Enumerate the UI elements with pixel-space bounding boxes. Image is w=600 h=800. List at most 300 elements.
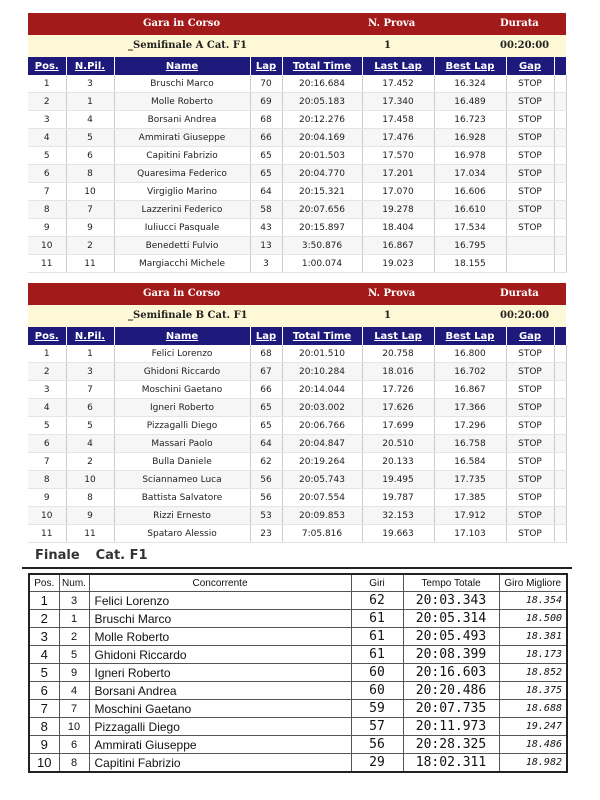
cell-gap: STOP bbox=[506, 489, 554, 507]
cell-pilot-number: 3 bbox=[66, 75, 114, 93]
cell-lap: 65 bbox=[250, 165, 282, 183]
finale-title: Finale bbox=[35, 548, 80, 563]
col-header-spacer bbox=[554, 57, 566, 75]
cell-giri: 60 bbox=[351, 664, 403, 682]
gara-label: Gara in Corso bbox=[143, 18, 220, 29]
cell-best-lap: 17.366 bbox=[434, 399, 506, 417]
cell-total-time: 20:04.169 bbox=[282, 129, 362, 147]
cell-gap: STOP bbox=[506, 345, 554, 363]
cell-lap: 64 bbox=[250, 183, 282, 201]
cell-best-lap: 17.034 bbox=[434, 165, 506, 183]
cell-spacer bbox=[554, 147, 566, 165]
cell-total-time: 20:16.684 bbox=[282, 75, 362, 93]
cell-pilot-number: 10 bbox=[66, 471, 114, 489]
cell-lap: 56 bbox=[250, 489, 282, 507]
cell-tempo-totale: 20:03.343 bbox=[403, 592, 499, 610]
table-row bbox=[29, 628, 567, 646]
cell-gap: STOP bbox=[506, 417, 554, 435]
cell-pos: 5 bbox=[28, 147, 66, 165]
cell-last-lap: 17.570 bbox=[362, 147, 434, 165]
cell-num: 8 bbox=[59, 754, 89, 773]
cell-pos: 7 bbox=[28, 183, 66, 201]
cell-total-time: 20:07.554 bbox=[282, 489, 362, 507]
table-row bbox=[28, 93, 566, 111]
cell-giri: 62 bbox=[351, 592, 403, 610]
cell-gap: STOP bbox=[506, 471, 554, 489]
cell-pos: 2 bbox=[28, 93, 66, 111]
cell-pos: 1 bbox=[29, 592, 59, 610]
semifinal-a-table bbox=[28, 57, 567, 273]
cell-spacer bbox=[554, 93, 566, 111]
col-header-total-time[interactable]: Total Time bbox=[282, 327, 362, 345]
table-row bbox=[28, 237, 566, 255]
table-row bbox=[28, 507, 566, 525]
cell-name: Lazzerini Federico bbox=[114, 201, 250, 219]
cell-pilot-number: 11 bbox=[66, 525, 114, 543]
cell-total-time: 20:19.264 bbox=[282, 453, 362, 471]
table-row bbox=[29, 682, 567, 700]
cell-total-time: 20:03.002 bbox=[282, 399, 362, 417]
col-header-pos[interactable]: Pos. bbox=[28, 57, 66, 75]
cell-lap: 68 bbox=[250, 111, 282, 129]
cell-pos: 7 bbox=[28, 453, 66, 471]
cell-total-time: 20:15.321 bbox=[282, 183, 362, 201]
table-row bbox=[29, 700, 567, 718]
cell-gap: STOP bbox=[506, 147, 554, 165]
cell-pos: 11 bbox=[28, 525, 66, 543]
cell-gap: STOP bbox=[506, 75, 554, 93]
table-row bbox=[29, 610, 567, 628]
cell-best-lap: 16.795 bbox=[434, 237, 506, 255]
cell-num: 4 bbox=[59, 682, 89, 700]
cell-pilot-number: 7 bbox=[66, 381, 114, 399]
cell-total-time: 20:14.044 bbox=[282, 381, 362, 399]
cell-giro-migliore: 18.381 bbox=[499, 628, 567, 646]
cell-best-lap: 17.534 bbox=[434, 219, 506, 237]
cell-pos: 8 bbox=[28, 471, 66, 489]
cell-name: Virgiglio Marino bbox=[114, 183, 250, 201]
cell-tempo-totale: 20:11.973 bbox=[403, 718, 499, 736]
col-header-best-lap[interactable]: Best Lap bbox=[434, 57, 506, 75]
cell-pos: 10 bbox=[28, 237, 66, 255]
col-header-num: Num. bbox=[59, 574, 89, 592]
cell-pos: 9 bbox=[28, 489, 66, 507]
cell-tempo-totale: 20:28.325 bbox=[403, 736, 499, 754]
cell-pos: 2 bbox=[29, 610, 59, 628]
cell-last-lap: 17.476 bbox=[362, 129, 434, 147]
table-row bbox=[28, 525, 566, 543]
cell-spacer bbox=[554, 381, 566, 399]
cell-pos: 1 bbox=[28, 345, 66, 363]
cell-last-lap: 17.201 bbox=[362, 165, 434, 183]
table-row bbox=[29, 646, 567, 664]
cell-best-lap: 17.103 bbox=[434, 525, 506, 543]
cell-num: 2 bbox=[59, 628, 89, 646]
cell-best-lap: 16.606 bbox=[434, 183, 506, 201]
cell-pilot-number: 1 bbox=[66, 93, 114, 111]
cell-concorrente: Ghidoni Riccardo bbox=[89, 646, 351, 664]
cell-pos: 10 bbox=[28, 507, 66, 525]
table-row bbox=[29, 754, 567, 773]
cell-num: 9 bbox=[59, 664, 89, 682]
cell-pos: 9 bbox=[28, 219, 66, 237]
cell-name: Sciannameo Luca bbox=[114, 471, 250, 489]
finale-panel bbox=[28, 573, 566, 773]
cell-last-lap: 17.458 bbox=[362, 111, 434, 129]
cell-spacer bbox=[554, 453, 566, 471]
cell-concorrente: Felici Lorenzo bbox=[89, 592, 351, 610]
cell-lap: 65 bbox=[250, 147, 282, 165]
cell-giri: 61 bbox=[351, 646, 403, 664]
table-row bbox=[28, 183, 566, 201]
cell-pilot-number: 5 bbox=[66, 417, 114, 435]
cell-name: Rizzi Ernesto bbox=[114, 507, 250, 525]
cell-pos: 6 bbox=[29, 682, 59, 700]
cell-total-time: 7:05.816 bbox=[282, 525, 362, 543]
race-header-bar bbox=[28, 13, 566, 35]
cell-pilot-number: 8 bbox=[66, 489, 114, 507]
cell-concorrente: Igneri Roberto bbox=[89, 664, 351, 682]
cell-last-lap: 17.626 bbox=[362, 399, 434, 417]
cell-total-time: 3:50.876 bbox=[282, 237, 362, 255]
cell-lap: 43 bbox=[250, 219, 282, 237]
cell-giri: 61 bbox=[351, 610, 403, 628]
cell-total-time: 20:01.503 bbox=[282, 147, 362, 165]
cell-lap: 65 bbox=[250, 417, 282, 435]
semifinal-b-panel bbox=[28, 283, 566, 543]
gara-label: Gara in Corso bbox=[143, 288, 220, 299]
cell-best-lap: 16.489 bbox=[434, 93, 506, 111]
cell-total-time: 20:07.656 bbox=[282, 201, 362, 219]
cell-pos: 6 bbox=[28, 165, 66, 183]
cell-last-lap: 20.510 bbox=[362, 435, 434, 453]
table-row bbox=[28, 471, 566, 489]
cell-name: Felici Lorenzo bbox=[114, 345, 250, 363]
cell-gap bbox=[506, 255, 554, 273]
cell-lap: 3 bbox=[250, 255, 282, 273]
finale-divider bbox=[22, 567, 572, 569]
table-row bbox=[28, 255, 566, 273]
cell-spacer bbox=[554, 129, 566, 147]
cell-pos: 11 bbox=[28, 255, 66, 273]
cell-tempo-totale: 20:07.735 bbox=[403, 700, 499, 718]
cell-lap: 62 bbox=[250, 453, 282, 471]
cell-name: Margiacchi Michele bbox=[114, 255, 250, 273]
cell-total-time: 20:15.897 bbox=[282, 219, 362, 237]
semifinal-b-table bbox=[28, 327, 567, 543]
cell-lap: 23 bbox=[250, 525, 282, 543]
cell-total-time: 20:04.770 bbox=[282, 165, 362, 183]
cell-total-time: 20:06.766 bbox=[282, 417, 362, 435]
prova-value: 1 bbox=[384, 310, 391, 321]
col-header-pos: Pos. bbox=[29, 574, 59, 592]
cell-concorrente: Molle Roberto bbox=[89, 628, 351, 646]
cell-name: Bruschi Marco bbox=[114, 75, 250, 93]
cell-lap: 67 bbox=[250, 363, 282, 381]
table-row bbox=[28, 453, 566, 471]
cell-giro-migliore: 18.354 bbox=[499, 592, 567, 610]
cell-num: 7 bbox=[59, 700, 89, 718]
cell-best-lap: 16.610 bbox=[434, 201, 506, 219]
col-header-name[interactable]: Name bbox=[114, 327, 250, 345]
cell-giro-migliore: 18.486 bbox=[499, 736, 567, 754]
cell-num: 5 bbox=[59, 646, 89, 664]
cell-name: Pizzagalli Diego bbox=[114, 417, 250, 435]
cell-spacer bbox=[554, 165, 566, 183]
cell-gap: STOP bbox=[506, 435, 554, 453]
cell-gap: STOP bbox=[506, 201, 554, 219]
cell-lap: 68 bbox=[250, 345, 282, 363]
cell-pilot-number: 6 bbox=[66, 147, 114, 165]
col-header-pilot-number[interactable]: N.Pil. bbox=[66, 57, 114, 75]
cell-spacer bbox=[554, 399, 566, 417]
cell-total-time: 20:05.743 bbox=[282, 471, 362, 489]
cell-giri: 57 bbox=[351, 718, 403, 736]
cell-giro-migliore: 19.247 bbox=[499, 718, 567, 736]
cell-gap: STOP bbox=[506, 525, 554, 543]
cell-gap: STOP bbox=[506, 111, 554, 129]
cell-pilot-number: 5 bbox=[66, 129, 114, 147]
cell-last-lap: 20.758 bbox=[362, 345, 434, 363]
cell-name: Spataro Alessio bbox=[114, 525, 250, 543]
cell-pilot-number: 2 bbox=[66, 453, 114, 471]
cell-spacer bbox=[554, 435, 566, 453]
prova-value: 1 bbox=[384, 40, 391, 51]
cell-spacer bbox=[554, 183, 566, 201]
durata-label: Durata bbox=[500, 18, 539, 29]
cell-gap: STOP bbox=[506, 453, 554, 471]
table-row bbox=[28, 219, 566, 237]
cell-total-time: 20:01.510 bbox=[282, 345, 362, 363]
cell-best-lap: 17.385 bbox=[434, 489, 506, 507]
cell-giro-migliore: 18.500 bbox=[499, 610, 567, 628]
col-header-pilot-number[interactable]: N.Pil. bbox=[66, 327, 114, 345]
cell-best-lap: 16.723 bbox=[434, 111, 506, 129]
cell-num: 6 bbox=[59, 736, 89, 754]
cell-name: Benedetti Fulvio bbox=[114, 237, 250, 255]
table-row bbox=[28, 435, 566, 453]
cell-last-lap: 19.278 bbox=[362, 201, 434, 219]
table-row bbox=[28, 489, 566, 507]
table-row bbox=[28, 165, 566, 183]
cell-name: Borsani Andrea bbox=[114, 111, 250, 129]
cell-pos: 4 bbox=[28, 399, 66, 417]
cell-concorrente: Capitini Fabrizio bbox=[89, 754, 351, 773]
cell-best-lap: 18.155 bbox=[434, 255, 506, 273]
cell-best-lap: 16.978 bbox=[434, 147, 506, 165]
cell-last-lap: 19.023 bbox=[362, 255, 434, 273]
table-row bbox=[29, 736, 567, 754]
cell-pos: 2 bbox=[28, 363, 66, 381]
cell-best-lap: 17.296 bbox=[434, 417, 506, 435]
cell-gap: STOP bbox=[506, 129, 554, 147]
col-header-concorrente: Concorrente bbox=[89, 574, 351, 592]
cell-pos: 4 bbox=[29, 646, 59, 664]
cell-spacer bbox=[554, 471, 566, 489]
cell-num: 3 bbox=[59, 592, 89, 610]
col-header-gap[interactable]: Gap bbox=[506, 57, 554, 75]
cell-lap: 13 bbox=[250, 237, 282, 255]
cell-num: 1 bbox=[59, 610, 89, 628]
col-header-last-lap[interactable]: Last Lap bbox=[362, 327, 434, 345]
cell-spacer bbox=[554, 111, 566, 129]
col-header-lap[interactable]: Lap bbox=[250, 327, 282, 345]
finale-heading bbox=[35, 548, 148, 563]
cell-pos: 4 bbox=[28, 129, 66, 147]
prova-label: N. Prova bbox=[368, 288, 416, 299]
cell-best-lap: 16.928 bbox=[434, 129, 506, 147]
cell-name: Ammirati Giuseppe bbox=[114, 129, 250, 147]
table-row bbox=[29, 718, 567, 736]
cell-num: 10 bbox=[59, 718, 89, 736]
cell-total-time: 20:09.853 bbox=[282, 507, 362, 525]
cell-pilot-number: 6 bbox=[66, 399, 114, 417]
cell-spacer bbox=[554, 417, 566, 435]
cell-lap: 56 bbox=[250, 471, 282, 489]
race-name: _Semifinale A Cat. F1 bbox=[128, 40, 247, 51]
table-row bbox=[28, 417, 566, 435]
cell-best-lap: 16.800 bbox=[434, 345, 506, 363]
cell-total-time: 20:05.183 bbox=[282, 93, 362, 111]
col-header-lap[interactable]: Lap bbox=[250, 57, 282, 75]
cell-pilot-number: 7 bbox=[66, 201, 114, 219]
cell-last-lap: 19.663 bbox=[362, 525, 434, 543]
cell-tempo-totale: 20:05.493 bbox=[403, 628, 499, 646]
semifinal-a-panel bbox=[28, 13, 566, 273]
race-header-bar bbox=[28, 283, 566, 305]
race-name: _Semifinale B Cat. F1 bbox=[128, 310, 248, 321]
table-row bbox=[28, 75, 566, 93]
table-row bbox=[28, 111, 566, 129]
cell-spacer bbox=[554, 237, 566, 255]
finale-table bbox=[28, 573, 568, 773]
cell-pilot-number: 9 bbox=[66, 507, 114, 525]
cell-giro-migliore: 18.982 bbox=[499, 754, 567, 773]
cell-last-lap: 17.340 bbox=[362, 93, 434, 111]
cell-last-lap: 32.153 bbox=[362, 507, 434, 525]
table-row bbox=[28, 147, 566, 165]
cell-gap: STOP bbox=[506, 165, 554, 183]
cell-spacer bbox=[554, 219, 566, 237]
cell-tempo-totale: 20:05.314 bbox=[403, 610, 499, 628]
cell-name: Molle Roberto bbox=[114, 93, 250, 111]
cell-concorrente: Moschini Gaetano bbox=[89, 700, 351, 718]
cell-total-time: 20:10.284 bbox=[282, 363, 362, 381]
cell-concorrente: Ammirati Giuseppe bbox=[89, 736, 351, 754]
cell-best-lap: 16.324 bbox=[434, 75, 506, 93]
cell-pilot-number: 3 bbox=[66, 363, 114, 381]
col-header-pos[interactable]: Pos. bbox=[28, 327, 66, 345]
cell-giro-migliore: 18.375 bbox=[499, 682, 567, 700]
cell-last-lap: 17.726 bbox=[362, 381, 434, 399]
cell-best-lap: 17.735 bbox=[434, 471, 506, 489]
cell-pos: 5 bbox=[28, 417, 66, 435]
cell-total-time: 20:12.276 bbox=[282, 111, 362, 129]
cell-last-lap: 17.452 bbox=[362, 75, 434, 93]
cell-total-time: 1:00.074 bbox=[282, 255, 362, 273]
cell-giro-migliore: 18.852 bbox=[499, 664, 567, 682]
cell-lap: 66 bbox=[250, 129, 282, 147]
cell-giri: 61 bbox=[351, 628, 403, 646]
cell-tempo-totale: 18:02.311 bbox=[403, 754, 499, 773]
cell-name: Ghidoni Riccardo bbox=[114, 363, 250, 381]
cell-pilot-number: 9 bbox=[66, 219, 114, 237]
cell-pilot-number: 1 bbox=[66, 345, 114, 363]
cell-gap: STOP bbox=[506, 507, 554, 525]
col-header-spacer bbox=[554, 327, 566, 345]
col-header-giro-migliore: Giro Migliore bbox=[499, 574, 567, 592]
cell-pos: 6 bbox=[28, 435, 66, 453]
cell-pos: 3 bbox=[29, 628, 59, 646]
cell-pilot-number: 11 bbox=[66, 255, 114, 273]
cell-best-lap: 16.584 bbox=[434, 453, 506, 471]
cell-name: Bulla Daniele bbox=[114, 453, 250, 471]
cell-gap: STOP bbox=[506, 363, 554, 381]
cell-gap bbox=[506, 237, 554, 255]
prova-label: N. Prova bbox=[368, 18, 416, 29]
cell-lap: 69 bbox=[250, 93, 282, 111]
cell-last-lap: 19.787 bbox=[362, 489, 434, 507]
cell-best-lap: 16.758 bbox=[434, 435, 506, 453]
cell-spacer bbox=[554, 489, 566, 507]
cell-lap: 66 bbox=[250, 381, 282, 399]
cell-last-lap: 20.133 bbox=[362, 453, 434, 471]
cell-name: Iuliucci Pasquale bbox=[114, 219, 250, 237]
cell-spacer bbox=[554, 201, 566, 219]
table-row bbox=[29, 592, 567, 610]
cell-concorrente: Pizzagalli Diego bbox=[89, 718, 351, 736]
cell-last-lap: 19.495 bbox=[362, 471, 434, 489]
cell-giri: 56 bbox=[351, 736, 403, 754]
cell-gap: STOP bbox=[506, 399, 554, 417]
cell-pos: 10 bbox=[29, 754, 59, 773]
cell-name: Quaresima Federico bbox=[114, 165, 250, 183]
table-row bbox=[28, 381, 566, 399]
table-row bbox=[28, 345, 566, 363]
cell-tempo-totale: 20:20.486 bbox=[403, 682, 499, 700]
cell-lap: 64 bbox=[250, 435, 282, 453]
cell-lap: 58 bbox=[250, 201, 282, 219]
cell-pos: 3 bbox=[28, 381, 66, 399]
col-header-name[interactable]: Name bbox=[114, 57, 250, 75]
durata-value: 00:20:00 bbox=[500, 310, 550, 321]
cell-spacer bbox=[554, 507, 566, 525]
cell-best-lap: 16.867 bbox=[434, 381, 506, 399]
table-row bbox=[28, 399, 566, 417]
col-header-best-lap[interactable]: Best Lap bbox=[434, 327, 506, 345]
cell-pos: 8 bbox=[29, 718, 59, 736]
table-row bbox=[28, 129, 566, 147]
cell-spacer bbox=[554, 363, 566, 381]
cell-spacer bbox=[554, 345, 566, 363]
cell-spacer bbox=[554, 525, 566, 543]
cell-gap: STOP bbox=[506, 381, 554, 399]
cell-last-lap: 18.404 bbox=[362, 219, 434, 237]
cell-giro-migliore: 18.173 bbox=[499, 646, 567, 664]
col-header-gap[interactable]: Gap bbox=[506, 327, 554, 345]
table-row bbox=[28, 201, 566, 219]
col-header-last-lap[interactable]: Last Lap bbox=[362, 57, 434, 75]
cell-concorrente: Bruschi Marco bbox=[89, 610, 351, 628]
col-header-total-time[interactable]: Total Time bbox=[282, 57, 362, 75]
cell-pos: 8 bbox=[28, 201, 66, 219]
cell-concorrente: Borsani Andrea bbox=[89, 682, 351, 700]
cell-pos: 1 bbox=[28, 75, 66, 93]
cell-tempo-totale: 20:16.603 bbox=[403, 664, 499, 682]
cell-pos: 5 bbox=[29, 664, 59, 682]
cell-pilot-number: 4 bbox=[66, 435, 114, 453]
cell-spacer bbox=[554, 255, 566, 273]
